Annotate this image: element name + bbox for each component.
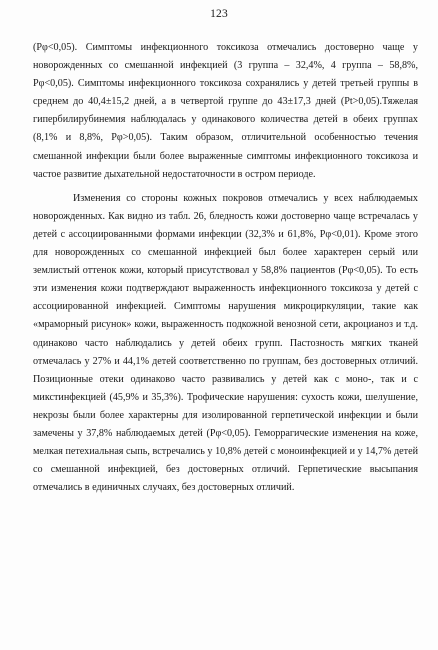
page-body xyxy=(33,39,418,497)
paragraph-toxicosis-continuation: (Pφ<0,05). Симптомы инфекционного токсикоза отмечались достоверно чаще у новорожденных со смешанной инфекцией (3 группа – 32,4%, 4 группа – 58,8%, Pφ<0,05). Симптомы инфекционного токсикоза сохранялись у детей третьей группы в среднем до 40,4±15,2 дней, а в четвертой группе до 43±17,3 дней (Pt>0,05).Тяжелая гипербилирубинемия наблюдалась у одинакового количества детей в обеих группах (8,1% и 8,8%, Pφ>0,05). Таким образом, отличительной особенностью течения смешанной инфекции были более выраженные симптомы инфекционного токсикоза и частое развитие дыхательной недостаточности в остром периоде. xyxy=(33,42,418,180)
page-number: 123 xyxy=(210,8,228,20)
paragraph-skin-changes: Изменения со стороны кожных покровов отмечались у всех наблюдаемых новорожденных. Как видно из табл. 26, бледность кожи достоверно чаще встречалась у детей с ассоциированными формами инфекции (32,3% и 61,8%, Pφ<0,01). Кроме этого для новорожденных со смешанной инфекцией был более характерен серый или землистый оттенок кожи, который присутствовал у 58,8% пациентов (Pφ<0,05). То есть эти изменения кожи подтверждают выраженность инфекционного токсикоза у детей с ассоциированной инфекцией. Симптомы нарушения микроциркуляции, такие как «мраморный рисунок» кожи, выраженность подкожной венозной сети, акроцианоз и т.д. одинаково часто наблюдались у детей обеих групп. Пастозность мягких тканей отмечалась у 27% и 44,1% детей соответственно по группам, без достоверных отличий. Позиционные отеки одинаково часто развивались у детей как с моно-, так и с микстинфекцией (45,9% и 35,3%). Трофические нарушения: сухость кожи, шелушение, некрозы были более характерны для изолированной герпетической инфекции и были замечены у 37,8% наблюдаемых детей (Pφ<0,05). Геморрагические изменения на коже, мелкая петехиальная сыпь, встречались у 10,8% детей с моноинфекцией и у 14,7% детей со смешанной инфекцией, без достоверных отличий. Герпетические высыпания отмечались в единичных случаях, без достоверных отличий. xyxy=(33,192,418,494)
